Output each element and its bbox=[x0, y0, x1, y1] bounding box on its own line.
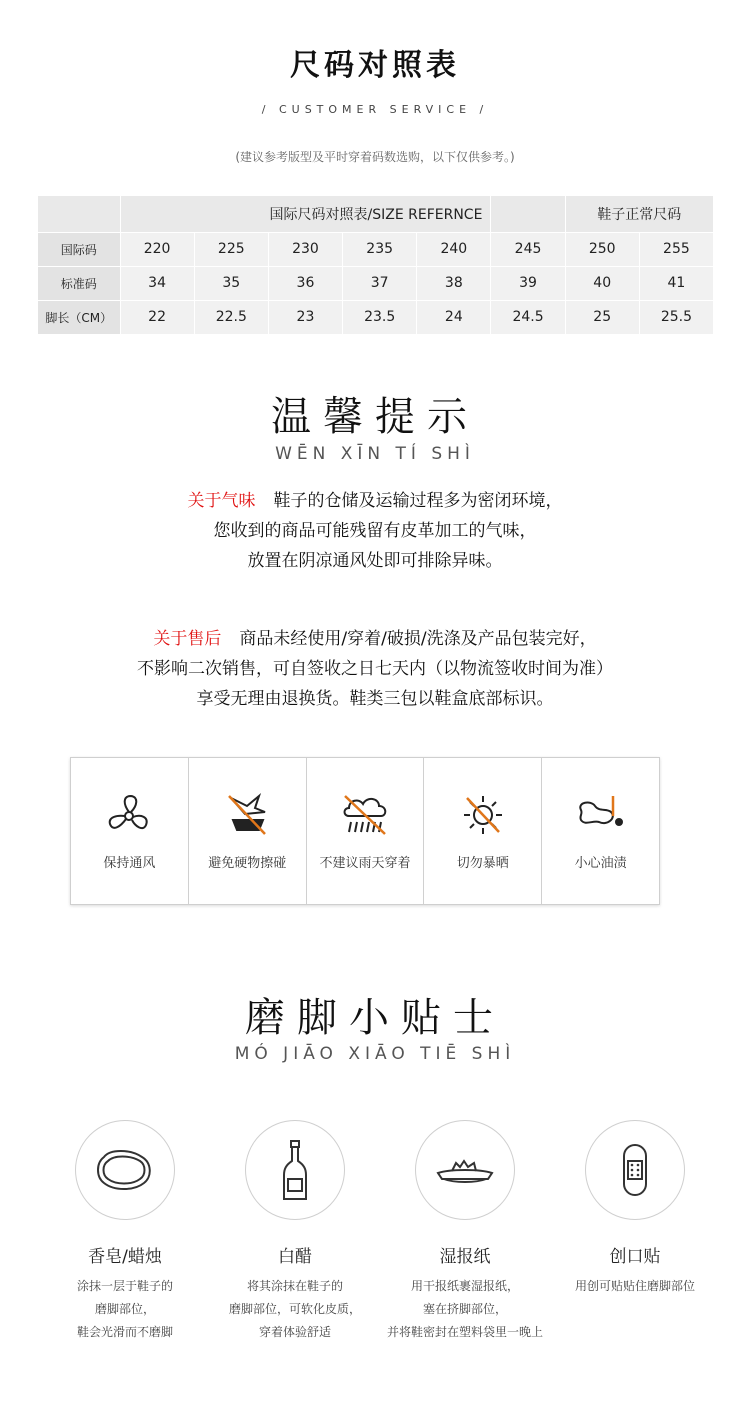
header-blank bbox=[38, 196, 120, 232]
tip-name: 白醋 bbox=[278, 1247, 312, 1267]
tip-icon-circle bbox=[585, 1120, 685, 1220]
fan-icon bbox=[101, 792, 157, 838]
warm-tips-title: 温馨提示 bbox=[271, 394, 479, 440]
tip-line: 并将鞋密封在塑料袋里一晚上 bbox=[386, 1325, 543, 1339]
soap-icon bbox=[90, 1135, 160, 1205]
warm-tips-pinyin: WĒN XĪN TÍ SHÌ bbox=[275, 444, 475, 464]
care-label: 小心油渍 bbox=[574, 856, 627, 871]
odor-line-2: 您收到的商品可能残留有皮革加工的气味， bbox=[213, 521, 537, 541]
odor-paragraph bbox=[0, 486, 750, 576]
care-item-no-rain bbox=[307, 758, 425, 904]
tip-name: 创口贴 bbox=[609, 1247, 661, 1267]
care-item-no-hard-objects bbox=[189, 758, 307, 904]
row-label: 标准码 bbox=[38, 266, 120, 300]
table-cell: 37 bbox=[343, 266, 417, 300]
table-cell: 22.5 bbox=[194, 300, 268, 334]
table-row bbox=[38, 266, 714, 300]
tip-bandage bbox=[550, 1120, 720, 1344]
tip-icon-circle bbox=[75, 1120, 175, 1220]
no-hard-objects-icon bbox=[219, 792, 275, 838]
tip-line: 塞在挤脚部位， bbox=[422, 1302, 507, 1316]
size-table-header-right: 鞋子正常尺码 bbox=[565, 196, 713, 232]
tip-vinegar bbox=[210, 1120, 380, 1344]
tip-soap bbox=[40, 1120, 210, 1344]
table-cell: 245 bbox=[491, 232, 565, 266]
row-label: 国际码 bbox=[38, 232, 120, 266]
size-table-header-main: 国际尺码对照表/SIZE REFERNCE bbox=[120, 196, 491, 232]
table-cell: 225 bbox=[194, 232, 268, 266]
rub-tips-pinyin: MÓ JIĀO XIĀO TIĒ SHÌ bbox=[234, 1044, 516, 1064]
table-cell: 255 bbox=[639, 232, 713, 266]
tip-name: 香皂/蜡烛 bbox=[88, 1247, 162, 1267]
oil-stain-icon bbox=[573, 792, 629, 838]
tip-line: 将其涂抹在鞋子的 bbox=[246, 1279, 343, 1293]
tip-line: 鞋会光滑而不磨脚 bbox=[76, 1325, 173, 1339]
after-sale-line-3: 享受无理由退换货。鞋类三包以鞋盒底部标识。 bbox=[196, 689, 554, 709]
tip-line: 穿着体验舒适 bbox=[258, 1325, 331, 1339]
tip-line: 用创可贴贴住磨脚部位 bbox=[574, 1279, 695, 1293]
tip-description bbox=[575, 1275, 695, 1298]
size-chart-note: (建议参考版型及平时穿着码数选购，以下仅供参考。) bbox=[235, 150, 515, 164]
size-chart-subtitle: / CUSTOMER SERVICE / bbox=[261, 103, 489, 116]
tip-line: 用干报纸裹湿报纸， bbox=[410, 1279, 519, 1293]
after-sale-line-1: 商品未经使用/穿着/破损/洗涤及产品包装完好， bbox=[239, 629, 597, 649]
size-table bbox=[38, 196, 714, 335]
table-cell: 40 bbox=[565, 266, 639, 300]
tip-description bbox=[229, 1275, 361, 1344]
table-row bbox=[38, 300, 714, 334]
size-chart-title: 尺码对照表 bbox=[290, 48, 460, 83]
rub-tips-list bbox=[40, 1120, 720, 1344]
odor-line-3: 放置在阴凉通风处即可排除异味。 bbox=[247, 551, 503, 571]
table-cell: 38 bbox=[417, 266, 491, 300]
tip-icon-circle bbox=[415, 1120, 515, 1220]
tip-wet-paper bbox=[380, 1120, 550, 1344]
tip-description bbox=[77, 1275, 173, 1344]
table-cell: 25 bbox=[565, 300, 639, 334]
tip-description bbox=[387, 1275, 543, 1344]
row-label: 脚长（CM） bbox=[38, 300, 120, 334]
care-label: 保持通风 bbox=[103, 856, 156, 871]
rub-tips-title: 磨脚小贴士 bbox=[245, 995, 505, 1041]
vinegar-bottle-icon bbox=[260, 1135, 330, 1205]
care-label: 避免硬物擦碰 bbox=[208, 856, 287, 871]
table-cell: 36 bbox=[268, 266, 342, 300]
table-cell: 235 bbox=[343, 232, 417, 266]
table-cell: 220 bbox=[120, 232, 194, 266]
table-cell: 23.5 bbox=[343, 300, 417, 334]
table-row bbox=[38, 232, 714, 266]
after-sale-paragraph bbox=[0, 624, 750, 714]
odor-line-1: 鞋子的仓储及运输过程多为密闭环境， bbox=[273, 491, 563, 511]
table-cell: 25.5 bbox=[639, 300, 713, 334]
care-label: 不建议雨天穿着 bbox=[319, 856, 411, 871]
table-cell: 39 bbox=[491, 266, 565, 300]
tip-icon-circle bbox=[245, 1120, 345, 1220]
care-item-ventilate bbox=[71, 758, 189, 904]
care-item-no-sun bbox=[424, 758, 542, 904]
care-item-oil-stain bbox=[542, 758, 659, 904]
size-table-header bbox=[38, 196, 714, 232]
table-cell: 22 bbox=[120, 300, 194, 334]
care-instructions bbox=[70, 757, 660, 905]
odor-label: 关于气味 bbox=[187, 491, 256, 511]
table-cell: 41 bbox=[639, 266, 713, 300]
tip-line: 磨脚部位，可软化皮质， bbox=[228, 1302, 361, 1316]
table-cell: 240 bbox=[417, 232, 491, 266]
tip-line: 涂抹一层于鞋子的 bbox=[76, 1279, 173, 1293]
table-cell: 24.5 bbox=[491, 300, 565, 334]
after-sale-label: 关于售后 bbox=[153, 629, 222, 649]
after-sale-line-2: 不影响二次销售，可自签收之日七天内（以物流签收时间为准） bbox=[137, 659, 613, 679]
table-cell: 230 bbox=[268, 232, 342, 266]
table-cell: 24 bbox=[417, 300, 491, 334]
table-cell: 35 bbox=[194, 266, 268, 300]
tip-line: 磨脚部位， bbox=[94, 1302, 155, 1316]
tip-name: 湿报纸 bbox=[439, 1247, 491, 1267]
bandage-icon bbox=[600, 1135, 670, 1205]
care-label: 切勿暴晒 bbox=[456, 856, 509, 871]
table-cell: 23 bbox=[268, 300, 342, 334]
table-cell: 34 bbox=[120, 266, 194, 300]
no-sun-icon bbox=[455, 792, 511, 838]
table-cell: 250 bbox=[565, 232, 639, 266]
wet-paper-icon bbox=[430, 1135, 500, 1205]
no-rain-icon bbox=[337, 792, 393, 838]
